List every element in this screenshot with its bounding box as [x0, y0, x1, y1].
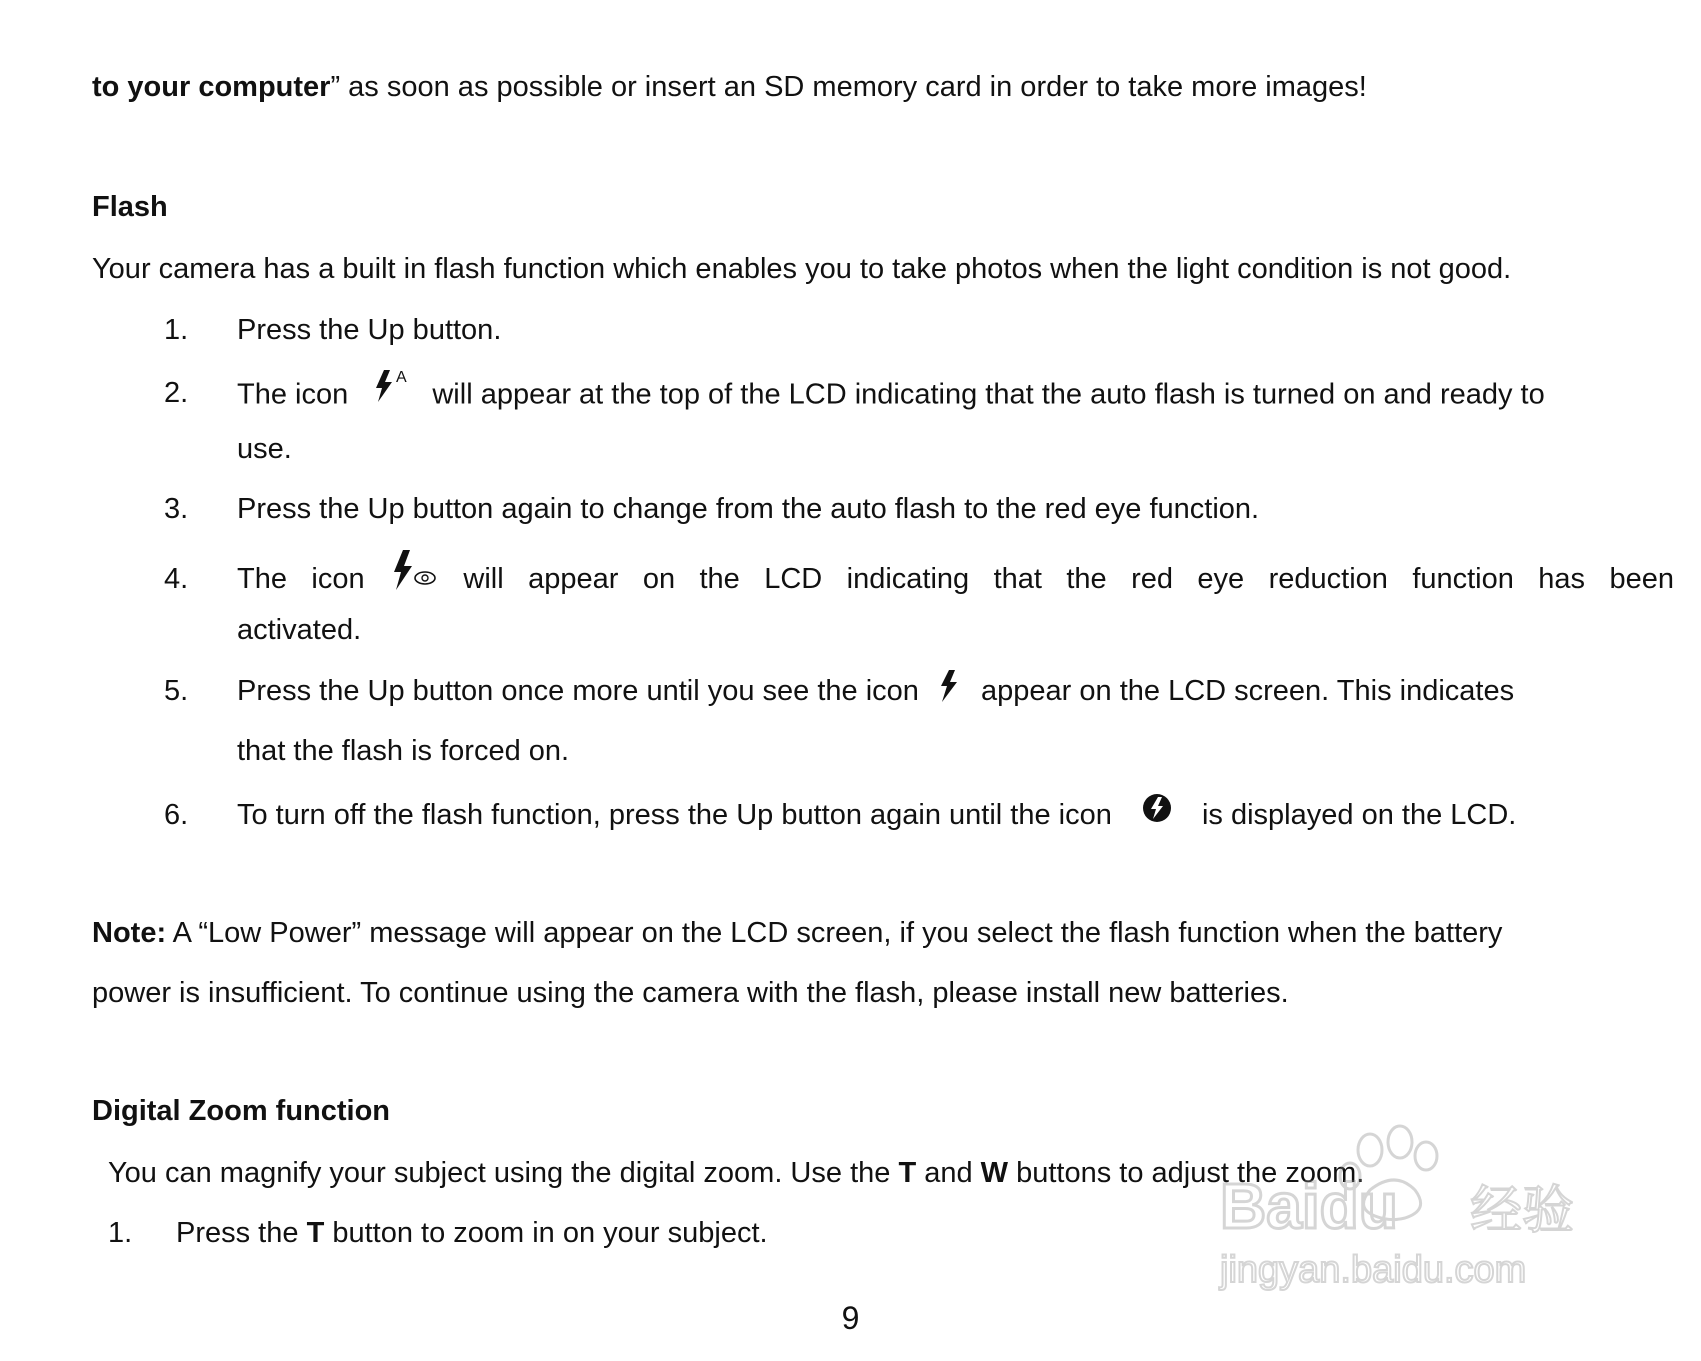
- step-text-cont: activated.: [237, 614, 362, 646]
- intro-bold: to your computer: [92, 71, 331, 103]
- step-text-pre: To turn off the flash function, press the Up button again until the icon: [237, 799, 1112, 831]
- zoom-step-text-a: Press the: [176, 1217, 307, 1249]
- step-text-post: is displayed on the LCD.: [1201, 799, 1517, 831]
- word: on: [642, 563, 676, 595]
- step-text: Press the Up button.: [237, 314, 502, 346]
- word: reduction: [1268, 563, 1388, 595]
- baidu-paw-logo-icon: [1210, 1110, 1620, 1300]
- w-key: W: [980, 1157, 1009, 1189]
- step-text: [237, 674, 1514, 710]
- red-eye-flash-icon: [389, 548, 439, 594]
- zoom-desc-text: buttons to adjust the zoom.: [1008, 1157, 1365, 1189]
- zoom-description: [108, 1156, 1364, 1190]
- word: been: [1609, 563, 1674, 595]
- step-text-pre: The icon: [237, 378, 349, 411]
- step-text: [237, 798, 1516, 833]
- step-number: 4.: [164, 563, 189, 595]
- zoom-desc-text: You can magnify your subject using the digital zoom. Use the: [108, 1157, 899, 1189]
- auto-flash-icon: [372, 366, 412, 406]
- zoom-step-text: [176, 1216, 768, 1250]
- svg-text:jingyan.baidu.com: jingyan.baidu.com: [1220, 1249, 1527, 1291]
- word: appear: [528, 563, 619, 595]
- t-key: T: [306, 1217, 325, 1249]
- note-text: A “Low Power” message will appear on the LCD screen, if you select the flash function when the battery: [166, 917, 1503, 949]
- t-key: T: [898, 1157, 917, 1189]
- svg-text:Baidu: Baidu: [1220, 1170, 1398, 1242]
- word: eye: [1197, 563, 1245, 595]
- step-text-post: appear on the LCD screen. This indicates: [981, 675, 1515, 707]
- zoom-desc-text: and: [916, 1157, 981, 1189]
- intro-rest: ” as soon as possible or insert an SD memory card in order to take more images!: [330, 71, 1367, 103]
- baidu-watermark: [1210, 1110, 1620, 1300]
- step-text-cont: that the flash is forced on.: [237, 735, 570, 767]
- step-text-justified: [237, 562, 1674, 608]
- step-text: [237, 369, 1545, 416]
- step-number: 3.: [164, 493, 189, 525]
- word: function: [1412, 563, 1514, 595]
- word: icon: [311, 563, 365, 595]
- step-text: Press the Up button again to change from the auto flash to the red eye function.: [237, 493, 1260, 525]
- step-number: 6.: [164, 799, 189, 831]
- word: The: [237, 563, 287, 595]
- note-label: Note:: [92, 917, 167, 949]
- flash-description: Your camera has a built in flash function which enables you to take photos when the light condition is not good.: [92, 253, 1512, 285]
- zoom-heading: Digital Zoom function: [92, 1095, 391, 1127]
- word: will: [463, 563, 504, 595]
- step-number: 2.: [164, 377, 189, 409]
- step-number: 1.: [108, 1217, 133, 1249]
- svg-text:A: A: [396, 369, 407, 386]
- step-text-post: will appear at the top of the LCD indicating that the auto flash is turned on and ready to: [432, 378, 1545, 411]
- flash-heading: Flash: [92, 191, 168, 223]
- word: has: [1538, 563, 1586, 595]
- word: that: [993, 563, 1042, 595]
- flash-off-icon: [1140, 791, 1174, 825]
- word: the: [699, 563, 740, 595]
- step-number: 1.: [164, 314, 189, 346]
- step-text-pre: Press the Up button once more until you see the icon: [237, 675, 919, 707]
- word: LCD: [764, 563, 823, 595]
- page-number: 9: [841, 1300, 860, 1336]
- step-text-cont: use.: [237, 433, 292, 465]
- note-line-2: power is insufficient. To continue using the camera with the flash, please install new batteries.: [92, 977, 1289, 1009]
- word: red: [1131, 563, 1174, 595]
- step-number: 5.: [164, 675, 189, 707]
- word: the: [1066, 563, 1107, 595]
- forced-flash-icon: [935, 668, 963, 704]
- word: indicating: [846, 563, 970, 595]
- svg-text:经验: 经验: [1470, 1181, 1575, 1241]
- zoom-step-text-b: button to zoom in on your subject.: [324, 1217, 768, 1249]
- note-line-1: [92, 916, 1502, 950]
- intro-line: [92, 70, 1367, 104]
